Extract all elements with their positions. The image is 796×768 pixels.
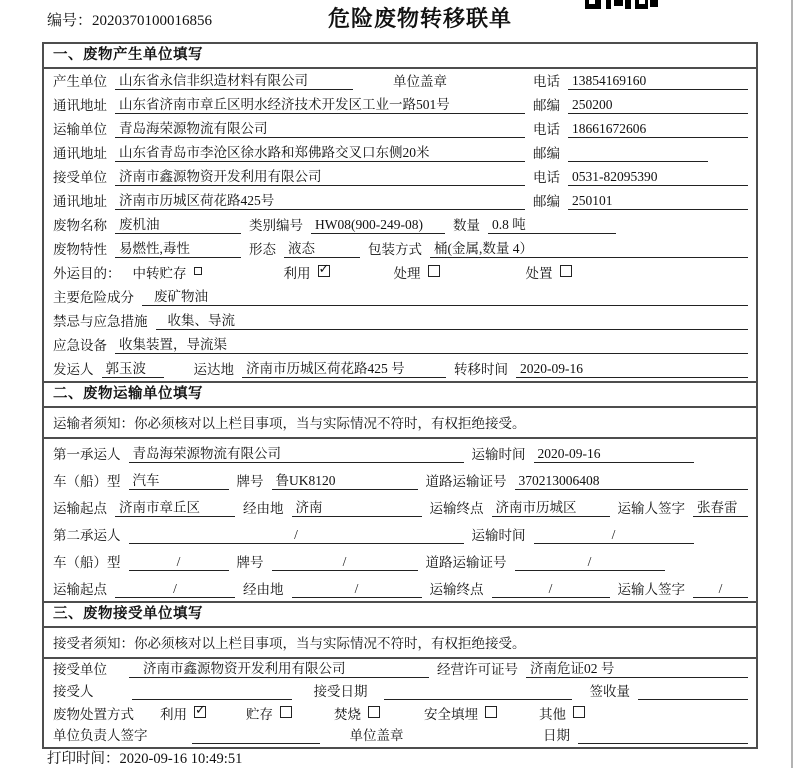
- second-carrier-label: 第二承运人: [53, 528, 121, 543]
- purpose-option-transfer-storage: [133, 262, 202, 282]
- taboo-measures-value: 收集、导流: [156, 309, 749, 330]
- producer-row: [44, 69, 756, 93]
- emergency-equipment-row: [44, 333, 756, 357]
- transport-time-2-label: 运输时间: [471, 528, 526, 543]
- print-time-value: 2020-09-16 10:49:51: [119, 751, 243, 767]
- plate-label: 牌号: [236, 474, 264, 489]
- disposal-method-label: 废物处置方式: [53, 706, 134, 722]
- disposal-option-landfill: [424, 703, 497, 723]
- consignor-value: 郭玉波: [102, 357, 164, 378]
- emergency-equipment-value: 收集装置，导流渠: [115, 333, 748, 354]
- carrier-sign-2-value: /: [693, 581, 748, 598]
- disposal-utilize-checkbox: [194, 706, 206, 718]
- road-license-value: 370213006408: [515, 473, 749, 490]
- via-2-value: /: [292, 581, 422, 598]
- route-row-1: [44, 493, 756, 520]
- transporter-address-value: 山东省青岛市李沧区徐水路和郑佛路交叉口东侧20米: [115, 141, 525, 162]
- origin-2-label: 运输起点: [53, 582, 107, 597]
- purpose-option-label: 处置: [525, 265, 553, 281]
- origin-value: 济南市章丘区: [115, 496, 235, 517]
- transporter-label: 运输单位: [53, 122, 107, 137]
- receiver-label: 接受单位: [53, 170, 107, 185]
- section-1-heading: 一、废物产生单位填写: [44, 44, 756, 69]
- accept-unit-value: 济南市鑫源物资开发利用有限公司: [129, 657, 429, 678]
- purpose-label: 外运目的：: [53, 265, 121, 281]
- destination-value: 济南市历城区荷花路425 号: [242, 357, 446, 378]
- destination-label: 运达地: [193, 362, 234, 377]
- transporter-zip-value: [568, 145, 708, 162]
- plate-2-label: 牌号: [236, 555, 264, 570]
- print-time-label: 打印时间：: [47, 751, 120, 767]
- disposal-option-label: 焚烧: [334, 706, 361, 722]
- hazard-component-row: [44, 285, 756, 309]
- disposal-option-label: 安全填埋: [424, 706, 478, 722]
- producer-phone-label: 电话: [533, 74, 560, 89]
- quantity-value: 0.8 吨: [488, 213, 616, 234]
- vehicle-type-value: 汽车: [129, 469, 229, 490]
- receiver-phone-label: 电话: [533, 170, 560, 185]
- carrier-sign-label: 运输人签字: [617, 501, 685, 516]
- purpose-row: [44, 261, 756, 285]
- vehicle-type-2-value: /: [129, 554, 229, 571]
- accept-unit-row: [44, 659, 756, 681]
- receiver-address-row: [44, 189, 756, 213]
- dispose-checkbox: [560, 265, 572, 277]
- transporter-address-label: 通讯地址: [53, 146, 107, 161]
- disposal-option-store: [246, 703, 292, 723]
- form-state-value: 液态: [284, 237, 360, 258]
- endpoint-label: 运输终点: [429, 501, 484, 516]
- print-time-line: [47, 747, 242, 768]
- purpose-option-treat: [394, 262, 440, 282]
- accept-person-value: [132, 683, 292, 700]
- transporter-row: [44, 117, 756, 141]
- producer-address-label: 通讯地址: [53, 98, 107, 113]
- first-carrier-label: 第一承运人: [53, 447, 121, 462]
- transfer-time-value: 2020-09-16: [516, 361, 748, 378]
- accept-date-value: [384, 683, 572, 700]
- receiver-row: [44, 165, 756, 189]
- transport-time-value: 2020-09-16: [534, 446, 694, 463]
- accept-person-row: [44, 681, 756, 703]
- hazardous-waste-transfer-form: [42, 42, 758, 749]
- taboo-measures-label: 禁忌与应急措施: [53, 314, 148, 329]
- disposal-option-other: [539, 703, 585, 723]
- taboo-measures-row: [44, 309, 756, 333]
- receiver-zip-value: 250101: [568, 193, 748, 210]
- page-edge-line: [791, 0, 793, 768]
- date-2-label: 日期: [543, 728, 570, 743]
- page-title: 危险废物转移联单: [328, 6, 513, 31]
- waste-property-value: 易燃性,毒性: [115, 237, 241, 258]
- first-carrier-value: 青岛海荣源物流有限公司: [129, 442, 464, 463]
- second-carrier-row: [44, 520, 756, 547]
- producer-label: 产生单位: [53, 74, 107, 89]
- purpose-option-label: 处理: [393, 265, 421, 281]
- packing-label: 包装方式: [368, 242, 422, 257]
- purpose-option-utilize: [284, 262, 330, 282]
- section-3-heading: 三、废物接受单位填写: [44, 601, 756, 628]
- section-2-heading: 二、废物运输单位填写: [44, 381, 756, 408]
- transport-time-label: 运输时间: [471, 447, 526, 462]
- transport-time-2-value: /: [534, 527, 694, 544]
- vehicle-row-1: [44, 466, 756, 493]
- origin-label: 运输起点: [53, 501, 107, 516]
- emergency-equipment-label: 应急设备: [53, 338, 107, 353]
- endpoint-value: 济南市历城区: [492, 496, 610, 517]
- serial-number-line: [47, 9, 212, 30]
- receiver-value: 济南市鑫源物资开发利用有限公司: [115, 165, 525, 186]
- permit-value: 济南危证02 号: [526, 657, 748, 678]
- accept-date-label: 接受日期: [313, 684, 368, 699]
- vehicle-row-2: [44, 547, 756, 574]
- road-license-label: 道路运输证号: [425, 474, 507, 489]
- disposal-incinerate-checkbox: [368, 706, 380, 718]
- producer-value: 山东省永信非织造材料有限公司: [115, 69, 353, 90]
- endpoint-2-value: /: [492, 581, 610, 598]
- manager-sign-value: [192, 727, 320, 744]
- disposal-option-utilize: [160, 703, 206, 723]
- disposal-option-label: 其他: [539, 706, 566, 722]
- via-value: 济南: [292, 496, 422, 517]
- disposal-landfill-checkbox: [485, 706, 497, 718]
- disposal-other-checkbox: [573, 706, 585, 718]
- transporter-value: 青岛海荣源物流有限公司: [115, 117, 525, 138]
- plate-value: 鲁UK8120: [272, 469, 418, 490]
- hazard-component-label: 主要危险成分: [53, 290, 134, 305]
- vehicle-type-label: 车（船）型: [53, 474, 121, 489]
- disposal-method-row: [44, 703, 756, 725]
- waste-name-label: 废物名称: [53, 218, 107, 233]
- second-carrier-value: /: [129, 527, 464, 544]
- receiver-address-label: 通讯地址: [53, 194, 107, 209]
- waste-name-row: [44, 213, 756, 237]
- transporter-notice: 运输者须知：你必须核对以上栏目事项，当与实际情况不符时，有权拒绝接受。: [44, 408, 756, 439]
- road-license-2-value: /: [515, 554, 665, 571]
- serial-label: 编号：: [47, 13, 93, 29]
- transfer-time-label: 转移时间: [454, 362, 508, 377]
- transporter-address-row: [44, 141, 756, 165]
- treat-checkbox: [428, 265, 440, 277]
- receiver-notice: 接受者须知：你必须核对以上栏目事项，当与实际情况不符时，有权拒绝接受。: [44, 628, 756, 659]
- road-license-2-label: 道路运输证号: [425, 555, 507, 570]
- disposal-option-label: 利用: [160, 706, 187, 722]
- utilize-checkbox: [318, 265, 330, 277]
- accept-person-label: 接受人: [53, 684, 94, 699]
- carrier-sign-value: 张春雷: [693, 496, 748, 517]
- signed-amount-label: 签收量: [589, 684, 630, 699]
- purpose-option-label: 利用: [283, 265, 311, 281]
- date-2-value: [578, 727, 748, 744]
- form-state-label: 形态: [249, 242, 276, 257]
- purpose-option-label: 中转贮存: [132, 265, 187, 281]
- disposal-option-incinerate: [334, 703, 380, 723]
- waste-property-row: [44, 237, 756, 261]
- unit-seal-label: 单位盖章: [393, 74, 447, 89]
- producer-address-row: [44, 93, 756, 117]
- manager-sign-row: [44, 725, 756, 747]
- disposal-store-checkbox: [280, 706, 292, 718]
- disposal-option-label: 贮存: [246, 706, 273, 722]
- qr-code-fragment-icon: [585, 0, 658, 9]
- purpose-option-dispose: [526, 262, 572, 282]
- producer-address-value: 山东省济南市章丘区明水经济技术开发区工业一路501号: [115, 93, 525, 114]
- vehicle-type-2-label: 车（船）型: [53, 555, 121, 570]
- consignor-label: 发运人: [53, 362, 94, 377]
- via-label: 经由地: [243, 501, 284, 516]
- quantity-label: 数量: [453, 218, 480, 233]
- via-2-label: 经由地: [243, 582, 284, 597]
- producer-zip-value: 250200: [568, 97, 748, 114]
- hazard-component-value: 废矿物油: [142, 285, 748, 306]
- transporter-phone-label: 电话: [533, 122, 560, 137]
- receiver-phone-value: 0531-82095390: [568, 169, 748, 186]
- consignor-row: [44, 357, 756, 381]
- transporter-phone-value: 18661672606: [568, 121, 748, 138]
- permit-label: 经营许可证号: [437, 662, 518, 677]
- producer-phone-value: 13854169160: [568, 73, 748, 90]
- waste-property-label: 废物特性: [53, 242, 107, 257]
- receiver-zip-label: 邮编: [533, 194, 560, 209]
- route-row-2: [44, 574, 756, 601]
- waste-name-value: 废机油: [115, 213, 241, 234]
- accept-unit-label: 接受单位: [53, 662, 107, 677]
- producer-zip-label: 邮编: [533, 98, 560, 113]
- plate-2-value: /: [272, 554, 418, 571]
- unit-seal-2-label: 单位盖章: [349, 728, 404, 743]
- receiver-address-value: 济南市历城区荷花路425号: [115, 189, 525, 210]
- first-carrier-row: [44, 439, 756, 466]
- transfer-storage-checkbox: [194, 267, 202, 275]
- endpoint-2-label: 运输终点: [429, 582, 484, 597]
- carrier-sign-2-label: 运输人签字: [617, 582, 685, 597]
- serial-number: 2020370100016856: [92, 13, 213, 29]
- origin-2-value: /: [115, 581, 235, 598]
- transporter-zip-label: 邮编: [533, 146, 560, 161]
- category-value: HW08(900-249-08): [311, 217, 445, 234]
- packing-value: 桶(金属,数量 4）: [430, 237, 748, 258]
- category-label: 类别编号: [249, 218, 303, 233]
- manager-sign-label: 单位负责人签字: [53, 728, 148, 743]
- signed-amount-value: [638, 683, 748, 700]
